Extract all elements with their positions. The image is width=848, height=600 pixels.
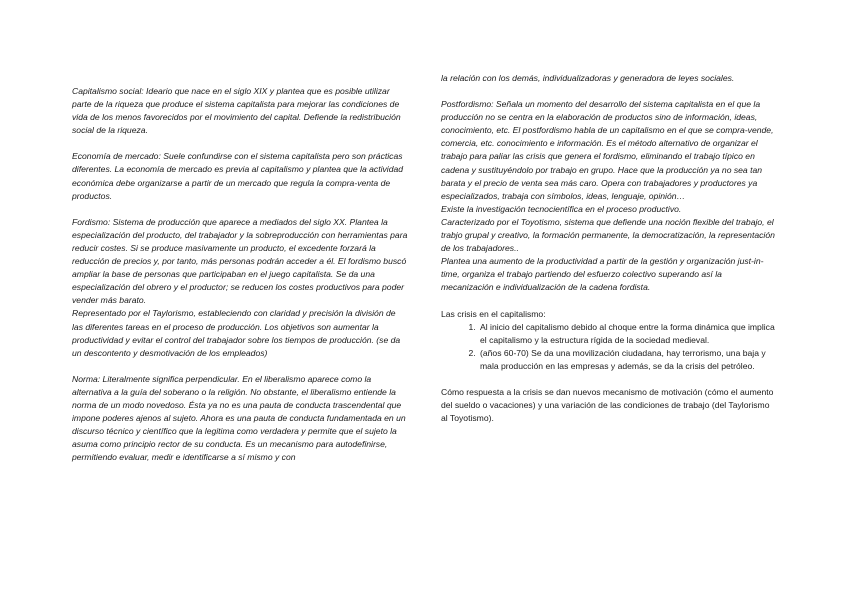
continuation-paragraph: la relación con los demás, individualizadoras y generadora de leyes sociales. — [441, 73, 735, 83]
norma-paragraph: Norma: Literalmente significa perpendicular. En el liberalismo aparece como la alternativa a la guía del soberano o la religión. No obstante, el liberalismo entiende la norma de un modo novedoso. Ésta ya no es una pauta de conducta trascendental que impone poderes ajenos al sujeto. Ahora es una pauta de conducta fundamentada en un discurso técnico y científico que la legitima como verdadera y permite que el sujeto la asuma como principio rector de su conducta. Es un mecanismo para autodefinirse, permitiendo evaluar, medir e identificarse a sí mismo y con — [72, 373, 406, 463]
right-column — [441, 72, 776, 425]
crisis-list — [441, 321, 776, 373]
left-column — [72, 85, 408, 464]
crisis-title: Las crisis en el capitalismo: — [441, 308, 546, 319]
fordismo-paragraph: Fordismo: Sistema de producción que aparece a mediados del siglo XX. Plantea la especialización del producto, del trabajador y la sobreproducción con herramientas para reducir costes. Si se produce masivamente un producto, el excedente forzará la reducción de precios y, por tanto, más personas podrán acceder a él. El fordismo buscó ampliar la base de personas que participaban en el juego capitalista. Se da una especialización del obrero y el productor; se reducen los costes productivos para poder vender más barato. — [72, 216, 408, 306]
postfordismo-paragraph: Postfordismo: Señala un momento del desarrollo del sistema capitalista en el que la producción no se centra en la elaboración de productos sino de información, ideas, conocimiento, etc. El postfordismo habla de un capitalismo en el que se compra-vende, comercia, etc. conocimiento e información. Es el método alternativo de organizar el trabajo para paliar las crisis que genera el fordismo, eliminando el trabajo típico en cadena y sustituyéndolo por trabajo en grupo. Hace que la producción ya no sea tan barata y el precio de venta sea más caro. Opera con trabajadores y productores ya especializados, trabaja con símbolos, ideas, lenguaje, opinión… — [441, 99, 774, 201]
list-item: 1. Al inicio del capitalismo debido al choque entre la forma dinámica que implica el capitalismo y la estructura rígida de la sociedad medieval. — [478, 321, 776, 347]
economia-mercado-paragraph: Economía de mercado: Suele confundirse con el sistema capitalista pero son prácticas diferentes. La economía de mercado es previa al capitalismo y plantea que la actividad económica debe organizarse a partir de un mercado que regula la compra-venta de productos. — [72, 151, 404, 201]
investigacion-paragraph: Existe la investigación tecnocientífica en el proceso productivo. — [441, 203, 682, 214]
toyotismo-paragraph: Caracterizado por el Toyotismo, sistema que defiende una noción flexible del trabajo, el trabjo grupal y creativo, la formación permanente, la democratización, la representación de los trabajadores.. — [441, 216, 775, 254]
list-item: 2. (años 60-70) Se da una movilización ciudadana, hay terrorismo, una baja y mala producción en las empresas y además, se da la crisis del petróleo. — [478, 347, 776, 373]
aumento-paragraph: Plantea una aumento de la productividad a partir de la gestión y organización just-in-time, organiza el trabajo partiendo del esfuerzo colectivo superando así la mecanización e individualización de la cadena fordista. — [441, 256, 764, 293]
capitalismo-social-paragraph: Capitalismo social: Ideario que nace en el siglo XIX y plantea que es posible utilizar parte de la riqueza que produce el sistema capitalista para mejorar las condiciones de vida de los menos favorecidos por el movimiento del capital. Defiende la redistribución social de la riqueza. — [72, 86, 401, 136]
taylorismo-paragraph: Representado por el Taylorismo, estableciendo con claridad y precisión la división de las diferentes tareas en el proceso de producción. Los objetivos son aumentar la productividad y evitar el control del trabajador sobre los tiempos de producción. (se da un descontento y desmotivación de los empleados) — [72, 308, 401, 358]
respuesta-paragraph: Cómo respuesta a la crisis se dan nuevos mecanismo de motivación (cómo el aumento del sueldo o vacaciones) y una variación de las condiciones de trabajo (del Taylorismo al Toyotismo). — [441, 386, 774, 424]
